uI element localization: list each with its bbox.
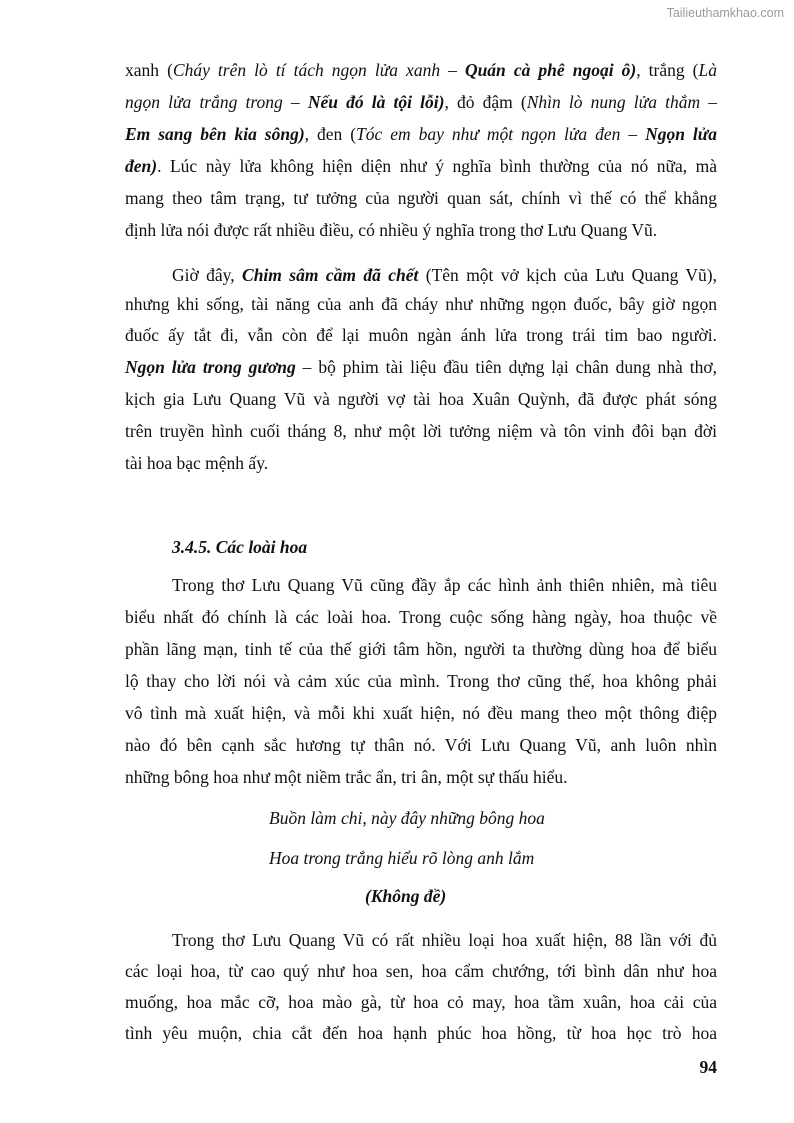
text-line: nào đó bên cạnh sắc hương tự thân nó. Với Lưu Quang Vũ, anh luôn nhìn — [125, 735, 717, 755]
text-line: biểu nhất đó chính là các loài hoa. Trong cuộc sống hàng ngày, hoa thuộc về — [125, 607, 717, 627]
text-line: Giờ đây, Chim sâm cầm đã chết (Tên một vở kịch của Lưu Quang Vũ), — [172, 265, 718, 285]
text-line: Trong thơ Lưu Quang Vũ cũng đầy ắp các hình ảnh thiên nhiên, mà tiêu — [172, 575, 717, 595]
poem-title: (Không đề) — [365, 886, 447, 906]
text-line: đen). Lúc này lửa không hiện diện như ý nghĩa bình thường của nó nữa, mà — [125, 156, 717, 176]
text-line: những bông hoa như một niềm trắc ẩn, tri ân, một sự thấu hiểu. — [125, 767, 568, 787]
text-line: kịch gia Lưu Quang Vũ và người vợ tài hoa Xuân Quỳnh, đã được phát sóng — [125, 389, 717, 409]
text-line: muống, hoa mắc cỡ, hoa mào gà, từ hoa cỏ may, hoa tầm xuân, hoa cải của — [125, 992, 717, 1012]
text-line: nhưng khi sống, tài năng của anh đã cháy như những ngọn đuốc, bây giờ ngọn — [125, 294, 717, 314]
text-line: Trong thơ Lưu Quang Vũ có rất nhiều loại hoa xuất hiện, 88 lần với đủ — [172, 930, 717, 950]
text-line: định lửa nói được rất nhiều điều, có nhiều ý nghĩa trong thơ Lưu Quang Vũ. — [125, 220, 658, 240]
page-number: 94 — [699, 1057, 717, 1077]
text-line: trên truyền hình cuối tháng 8, như một lời tưởng niệm và tôn vinh đôi bạn đời — [125, 421, 717, 441]
text-line: các loại hoa, từ cao quý như hoa sen, hoa cẩm chướng, tới bình dân như hoa — [125, 961, 717, 981]
section-heading: 3.4.5. Các loài hoa — [172, 537, 308, 557]
text-line: đuốc ấy tắt đi, vẫn còn để lại muôn ngàn ánh lửa trong trái tim bao người. — [125, 325, 717, 345]
text-line: Ngọn lửa trong gương – bộ phim tài liệu đầu tiên dựng lại chân dung nhà thơ, — [125, 357, 717, 377]
text-line: tài hoa bạc mệnh ấy. — [125, 453, 269, 473]
text-line: mang theo tâm trạng, tư tưởng của người quan sát, chính vì thế có thể khẳng — [125, 188, 717, 208]
text-line: tình yêu muộn, chia cắt đến hoa hạnh phúc hoa hồng, từ hoa học trò hoa — [125, 1023, 717, 1043]
text-line: vô tình mà xuất hiện, và mỗi khi xuất hiện, nó đều mang theo một thông điệp — [125, 703, 717, 723]
text-line: lộ thay cho lời nói và cảm xúc của mình. Trong thơ cũng thế, hoa không phải — [125, 671, 717, 691]
text-line: xanh (Cháy trên lò tí tách ngọn lửa xanh – Quán cà phê ngoại ô), trắng (Là — [125, 60, 717, 80]
text-line: phần lãng mạn, tinh tế của thế giới tâm hồn, người ta thường dùng hoa để biểu — [125, 639, 717, 659]
poem-line: Hoa trong trắng hiểu rõ lòng anh lắm — [269, 848, 535, 868]
watermark: Tailieuthamkhao.com — [666, 6, 784, 20]
text-line: Em sang bên kia sông), đen (Tóc em bay như một ngọn lửa đen – Ngọn lửa — [125, 124, 717, 144]
text-line: ngọn lửa trắng trong – Nếu đó là tội lỗi), đỏ đậm (Nhìn lò nung lửa thắm – — [125, 92, 717, 112]
poem-line: Buồn làm chi, này đây những bông hoa — [269, 808, 545, 828]
